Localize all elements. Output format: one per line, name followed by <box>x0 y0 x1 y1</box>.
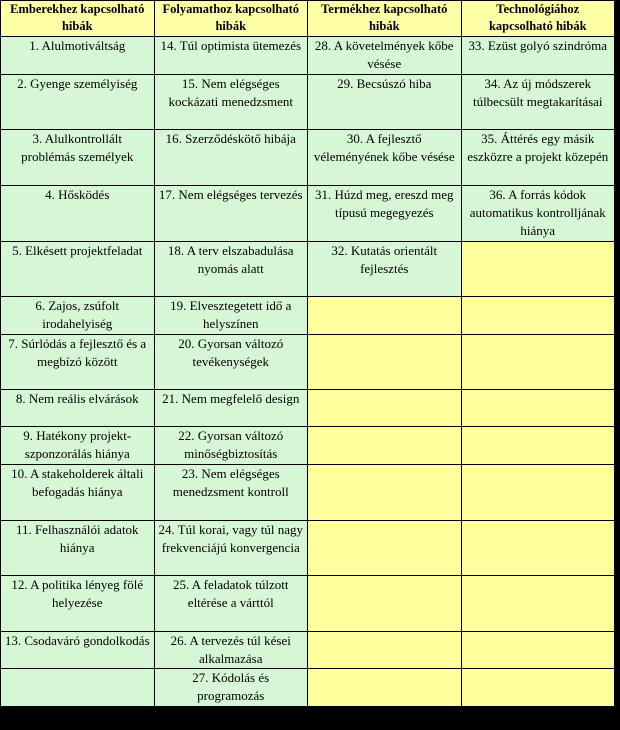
cell: 6. Zajos, zsúfolt irodahelyiség <box>1 297 155 335</box>
cell <box>308 465 462 521</box>
cell: 13. Csodaváró gondolkodás <box>1 632 155 669</box>
table-row <box>1 297 615 335</box>
cell <box>308 335 462 390</box>
cell <box>461 427 615 465</box>
cell <box>461 242 615 297</box>
cell <box>308 632 462 669</box>
cell <box>1 669 155 707</box>
table-row <box>1 632 615 669</box>
cell <box>461 632 615 669</box>
cell: 36. A forrás kódok automatikus kontrolljának hiánya <box>461 186 615 242</box>
header-row <box>1 1 615 37</box>
cell: 12. A politika lényeg fölé helyezése <box>1 576 155 632</box>
cell: 35. Áttérés egy másik eszközre a projekt közepén <box>461 130 615 186</box>
cell: 20. Gyorsan változó tevékenységek <box>154 335 308 390</box>
table-row <box>1 465 615 521</box>
cell: 15. Nem elégséges kockázati menedzsment <box>154 75 308 130</box>
table-row <box>1 390 615 427</box>
cell: 25. A feladatok túlzott eltérése a várttól <box>154 576 308 632</box>
cell: 28. A követelmények kőbe vésése <box>308 37 462 75</box>
cell: 22. Gyorsan változó minőségbiztosítás <box>154 427 308 465</box>
cell: 29. Becsúszó hiba <box>308 75 462 130</box>
cell: 23. Nem elégséges menedzsment kontroll <box>154 465 308 521</box>
header-people: Emberekhez kapcsolható hibák <box>1 1 155 37</box>
cell <box>461 576 615 632</box>
cell: 31. Húzd meg, ereszd meg típusú megegyezés <box>308 186 462 242</box>
cell: 3. Alulkontrollált problémás személyek <box>1 130 155 186</box>
cell: 10. A stakeholderek általi befogadás hiánya <box>1 465 155 521</box>
cell: 8. Nem reális elvárások <box>1 390 155 427</box>
table-row <box>1 75 615 130</box>
cell: 19. Elvesztegetett idő a helyszínen <box>154 297 308 335</box>
cell: 16. Szerződéskötő hibája <box>154 130 308 186</box>
cell <box>461 297 615 335</box>
cell: 7. Súrlódás a fejlesztő és a megbízó között <box>1 335 155 390</box>
cell: 34. Az új módszerek túlbecsült megtakarításai <box>461 75 615 130</box>
cell <box>308 427 462 465</box>
cell: 32. Kutatás orientált fejlesztés <box>308 242 462 297</box>
table-row <box>1 37 615 75</box>
cell <box>308 669 462 707</box>
table-row <box>1 130 615 186</box>
table-row <box>1 521 615 576</box>
table-row <box>1 669 615 707</box>
cell <box>461 521 615 576</box>
cell <box>308 390 462 427</box>
cell: 33. Ezüst golyó szindróma <box>461 37 615 75</box>
header-product: Termékhez kapcsolható hibák <box>308 1 462 37</box>
cell <box>461 390 615 427</box>
cell <box>461 465 615 521</box>
cell: 4. Hősködés <box>1 186 155 242</box>
cell: 21. Nem megfelelő design <box>154 390 308 427</box>
table-body <box>1 37 615 707</box>
cell: 14. Túl optimista ütemezés <box>154 37 308 75</box>
cell: 24. Túl korai, vagy túl nagy frekvenciájú konvergencia <box>154 521 308 576</box>
table-row <box>1 427 615 465</box>
table-row <box>1 576 615 632</box>
cell: 30. A fejlesztő véleményének kőbe vésése <box>308 130 462 186</box>
table-row <box>1 186 615 242</box>
cell: 17. Nem elégséges tervezés <box>154 186 308 242</box>
cell: 11. Felhasználói adatok hiánya <box>1 521 155 576</box>
header-process: Folyamathoz kapcsolható hibák <box>154 1 308 37</box>
cell <box>461 669 615 707</box>
cell: 5. Elkésett projektfeladat <box>1 242 155 297</box>
cell <box>308 576 462 632</box>
cell: 18. A terv elszabadulása nyomás alatt <box>154 242 308 297</box>
table-row <box>1 335 615 390</box>
cell: 27. Kódolás és programozás <box>154 669 308 707</box>
cell: 9. Hatékony projekt-szponzorálás hiánya <box>1 427 155 465</box>
table-row <box>1 242 615 297</box>
header-technology: Technológiához kapcsolható hibák <box>461 1 615 37</box>
cell <box>308 521 462 576</box>
cell <box>308 297 462 335</box>
cell: 1. Alulmotiváltság <box>1 37 155 75</box>
cell: 2. Gyenge személyiség <box>1 75 155 130</box>
cell: 26. A tervezés túl kései alkalmazása <box>154 632 308 669</box>
cell <box>461 335 615 390</box>
